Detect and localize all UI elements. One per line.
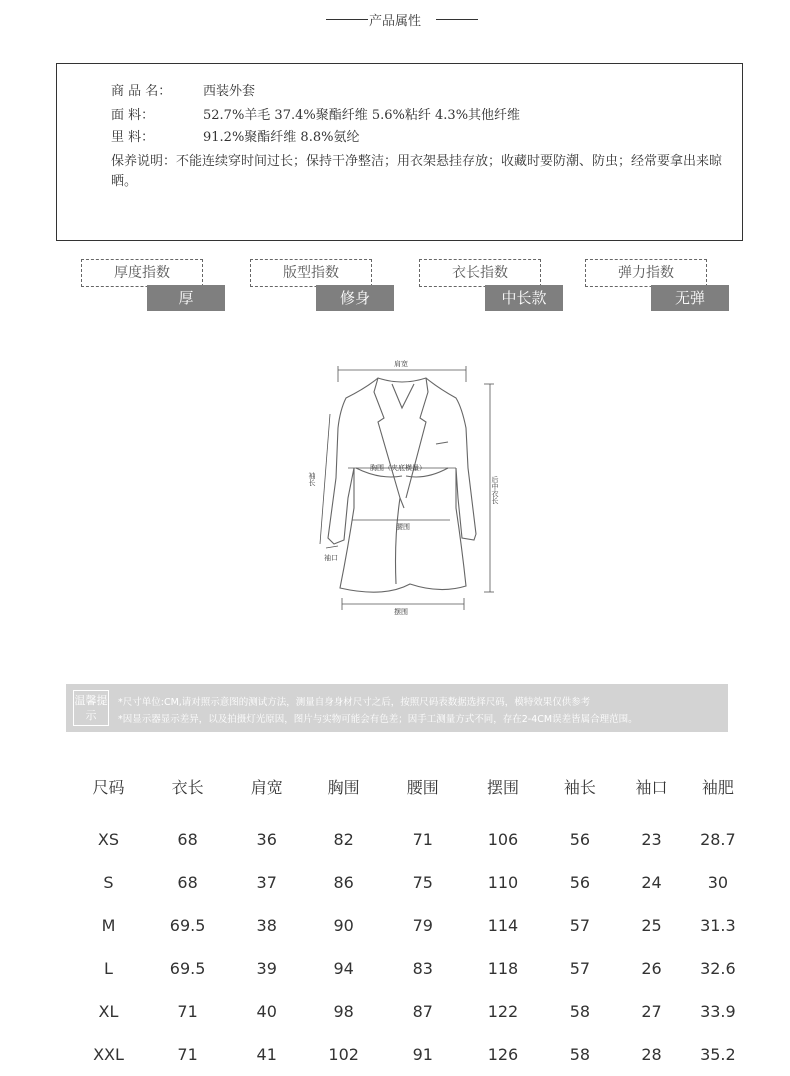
table-cell: 23	[641, 830, 662, 849]
table-cell: 30	[707, 873, 729, 892]
col-header: 袖口	[635, 777, 668, 797]
table-cell: L	[104, 959, 113, 978]
table-cell: 26	[641, 959, 662, 978]
index-value: 无弹	[651, 285, 729, 311]
index-fit	[250, 259, 398, 312]
table-cell: 33.9	[700, 1002, 736, 1021]
table-cell: M	[101, 916, 116, 935]
attr-label: 面 料：	[111, 108, 155, 123]
table-cell: 35.2	[700, 1045, 736, 1064]
index-value: 中长款	[485, 285, 563, 311]
table-cell: XL	[98, 1002, 119, 1021]
col-header: 袖肥	[701, 777, 734, 797]
index-label: 弹力指数	[585, 259, 707, 287]
label-waist: 腰围	[396, 523, 410, 531]
table-cell: 37	[256, 873, 277, 892]
blazer-outline	[328, 378, 476, 592]
label-shoulder: 肩宽	[394, 360, 408, 368]
table-cell: 68	[177, 830, 198, 849]
table-cell: 71	[412, 830, 433, 849]
index-length	[419, 259, 567, 312]
table-cell: 25	[641, 916, 662, 935]
table-cell: 41	[256, 1045, 277, 1064]
table-cell: 71	[177, 1002, 198, 1021]
attr-label: 商 品 名：	[111, 84, 172, 99]
table-cell: 58	[569, 1002, 591, 1021]
table-cell: 126	[487, 1045, 519, 1064]
attr-value: 西装外套	[203, 84, 256, 99]
table-cell: 68	[177, 873, 198, 892]
col-header: 摆围	[486, 777, 519, 797]
label-sleeve-length: 袖长	[308, 472, 316, 486]
table-row	[70, 808, 750, 861]
table-cell: 39	[256, 959, 277, 978]
table-cell: 118	[487, 959, 519, 978]
attr-row-fabric	[111, 104, 520, 123]
size-table	[70, 764, 750, 1076]
label-chest: 胸围（夹底横量）	[370, 464, 426, 472]
table-cell: 79	[412, 916, 433, 935]
table-cell: 36	[256, 830, 277, 849]
table-cell: 56	[569, 873, 591, 892]
care-instructions: 保养说明：不能连续穿时间过长；保持干净整洁；用衣架悬挂存放；收藏时要防潮、防虫；经常要拿出来晾晒。	[111, 154, 723, 189]
blazer-diagram	[296, 348, 506, 626]
table-cell: 56	[569, 830, 591, 849]
warm-tip-banner	[66, 684, 728, 732]
table-header-row	[70, 764, 750, 808]
table-cell: 69.5	[169, 916, 206, 935]
table-cell: 102	[328, 1045, 359, 1064]
index-value: 修身	[316, 285, 394, 311]
table-cell: 40	[256, 1002, 277, 1021]
table-cell: 98	[333, 1002, 354, 1021]
table-cell: 86	[333, 873, 354, 892]
label-hem: 摆围	[394, 608, 408, 616]
table-cell: 75	[412, 873, 433, 892]
table-cell: 82	[333, 830, 354, 849]
table-cell: 71	[177, 1045, 198, 1064]
table-row	[70, 947, 750, 990]
table-cell: 27	[641, 1002, 662, 1021]
label-cuff: 袖口	[324, 554, 338, 562]
table-cell: S	[103, 873, 114, 892]
table-cell: 32.6	[700, 959, 736, 978]
table-cell: 114	[487, 916, 519, 935]
index-label: 版型指数	[250, 259, 372, 287]
attr-value: 52.7%羊毛 37.4%聚酯纤维 5.6%粘纤 4.3%其他纤维	[203, 108, 521, 123]
attr-row-lining	[111, 126, 359, 145]
table-cell: 31.3	[700, 916, 736, 935]
table-cell: 83	[412, 959, 433, 978]
index-thickness	[81, 259, 229, 312]
col-header: 袖长	[563, 777, 596, 797]
table-cell: 87	[412, 1002, 433, 1021]
col-header: 衣长	[171, 777, 204, 797]
label-back-length: 后中衣长	[491, 476, 499, 504]
table-row	[70, 904, 750, 947]
table-cell: 94	[333, 959, 354, 978]
table-cell: 58	[569, 1045, 591, 1064]
index-value: 厚	[147, 285, 225, 311]
attr-value: 91.2%聚酯纤维 8.8%氨纶	[203, 130, 360, 145]
section-title: 产品属性	[368, 14, 421, 29]
tip-line-1: *尺寸单位:CM,请对照示意图的测试方法，测量自身身材尺寸之后，按照尺码表数据选择尺码，模特效果仅供参考	[118, 697, 591, 708]
table-row	[70, 861, 750, 904]
table-cell: 28.7	[700, 830, 736, 849]
attr-label: 里 料：	[111, 130, 155, 145]
table-cell: 69.5	[169, 959, 206, 978]
index-label: 厚度指数	[81, 259, 203, 287]
table-cell: 28	[641, 1045, 662, 1064]
table-cell: 38	[256, 916, 277, 935]
index-label: 衣长指数	[419, 259, 541, 287]
tip-line-2: *因显示器显示差异，以及拍摄灯光原因，图片与实物可能会有色差；因手工测量方式不同，存在2-4CM误差皆属合理范围。	[118, 714, 638, 725]
table-cell: 90	[333, 916, 354, 935]
table-cell: 122	[487, 1002, 519, 1021]
table-cell: 91	[412, 1045, 433, 1064]
col-header: 肩宽	[250, 777, 283, 797]
attr-row-name	[111, 80, 255, 99]
table-cell: 57	[569, 916, 591, 935]
table-cell: 57	[569, 959, 591, 978]
table-cell: 24	[641, 873, 662, 892]
measure-lines	[320, 366, 494, 610]
col-header: 腰围	[406, 777, 439, 797]
index-elasticity	[585, 259, 733, 312]
header-line-right	[436, 19, 478, 20]
table-cell: 106	[487, 830, 519, 849]
col-header: 尺码	[92, 777, 125, 797]
table-cell: 110	[487, 873, 519, 892]
tip-badge: 温馨提示	[73, 690, 109, 726]
table-cell: XS	[97, 830, 120, 849]
table-row	[70, 1033, 750, 1076]
table-cell: XXL	[93, 1045, 124, 1064]
col-header: 胸围	[327, 777, 360, 797]
table-row	[70, 990, 750, 1033]
